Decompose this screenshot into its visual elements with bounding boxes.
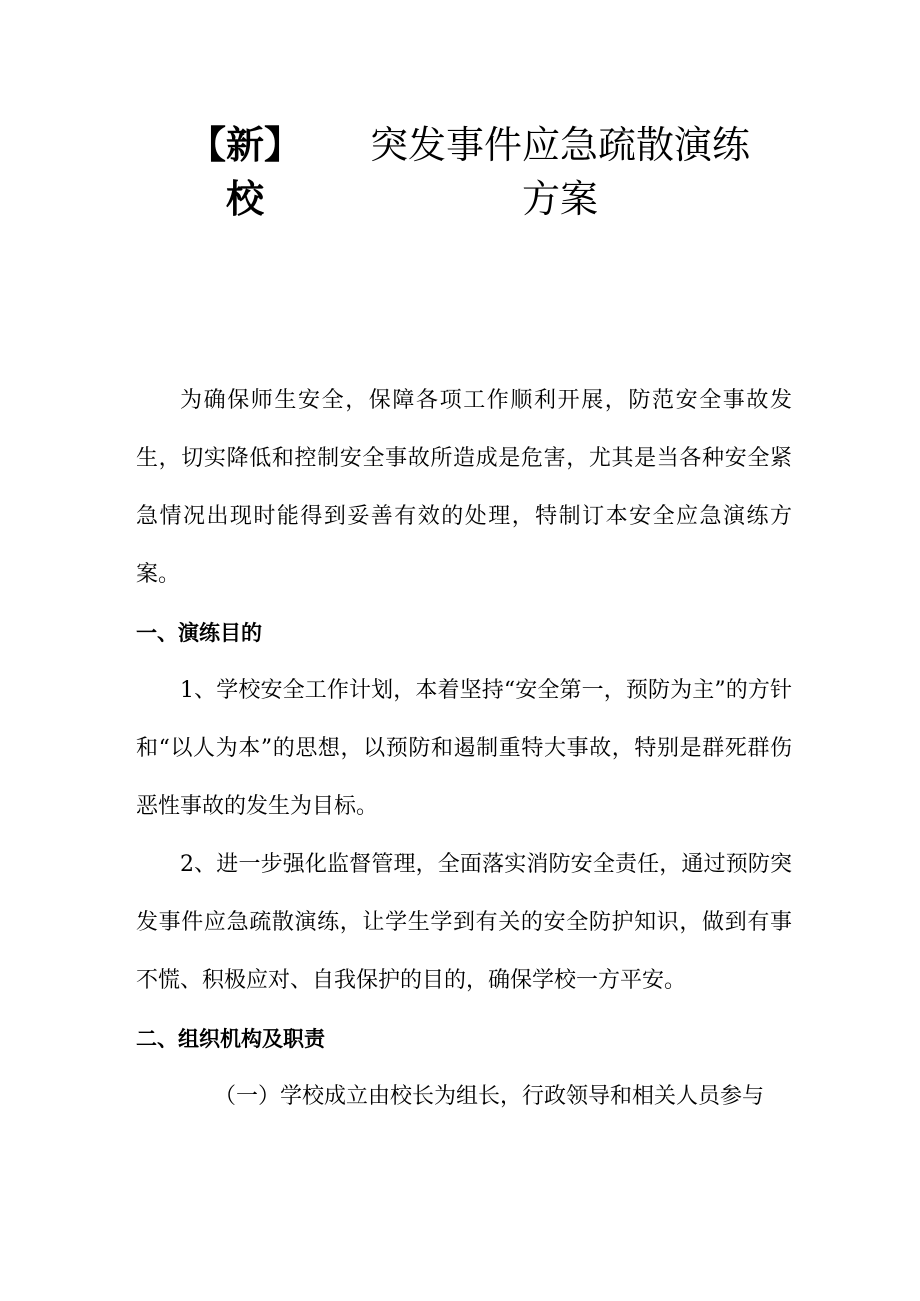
document-body <box>136 372 792 1126</box>
intro-paragraph: 为确保师生安全，保障各项工作顺利开展，防范安全事故发生，切实降低和控制安全事故所造成是危害，尤其是当各种安全紧急情况出现时能得到妥善有效的处理，特制订本安全应急演练方案。 <box>136 388 792 587</box>
title-prefix-line-2: 校 <box>225 177 264 221</box>
document-title-line-2: 方案 <box>521 177 598 221</box>
section-heading-organization: 二、组织机构及职责 <box>136 1027 325 1051</box>
organization-item-1: （一）学校成立由校长为组长，行政领导和相关人员参与 <box>214 1084 765 1109</box>
purpose-item-1: 1、学校安全工作计划，本着坚持“安全第一，预防为主”的方针和“以人为本”的思想，以预防和遏制重特大事故，特别是群死群伤恶性事故的发生为目标。 <box>136 678 792 819</box>
section-heading-purpose: 一、演练目的 <box>136 621 262 645</box>
document-title <box>350 118 770 226</box>
purpose-item-2: 2、进一步强化监督管理，全面落实消防安全责任，通过预防突发事件应急疏散演练，让学生学到有关的安全防护知识，做到有事不慌、积极应对、自我保护的目的，确保学校一方平安。 <box>136 852 792 993</box>
title-prefix <box>180 118 310 226</box>
title-prefix-line-1: 【新】 <box>187 123 302 167</box>
document-title-line-1: 突发事件应急疏散演练 <box>369 123 750 167</box>
